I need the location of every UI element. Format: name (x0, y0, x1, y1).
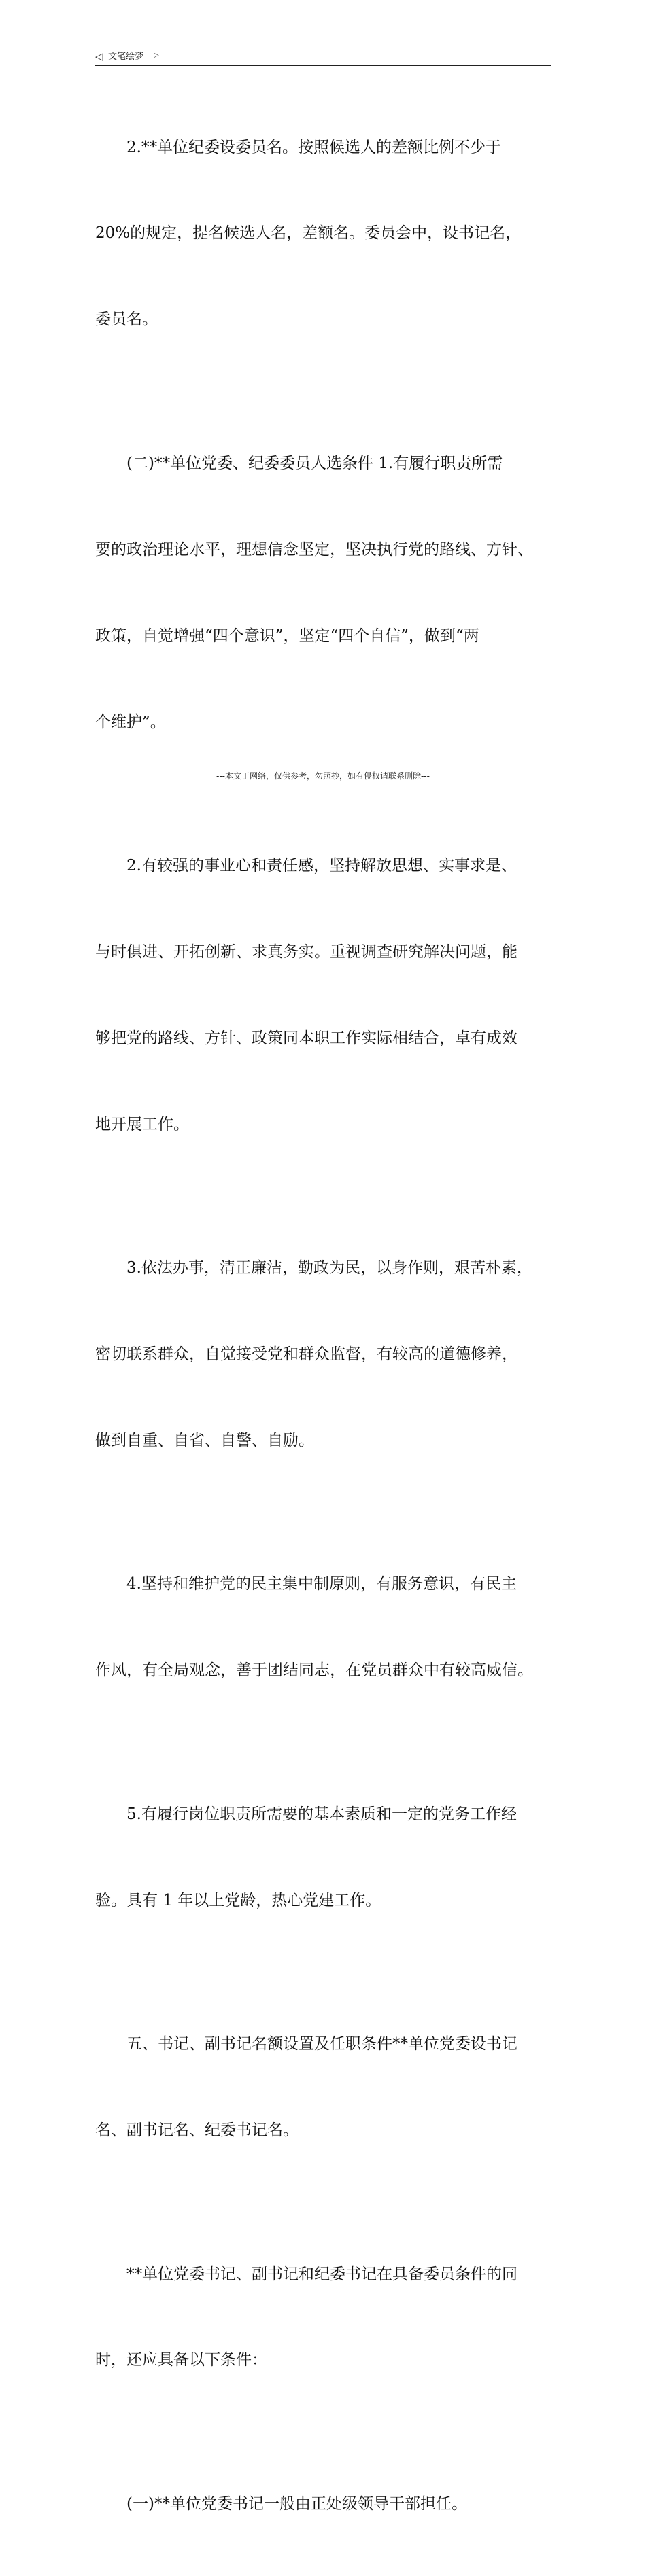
text-line: 2.**单位纪委设委员名。按照候选人的差额比例不少于 (126, 138, 501, 156)
paragraph (95, 75, 552, 391)
text-line: 地开展工作。 (95, 1115, 189, 1133)
text-line: 委员名。 (95, 311, 158, 329)
text-line: 政策，自觉增强“四个意识”，坚定“四个自信”，做到“两 (95, 627, 479, 645)
paragraph (95, 1513, 552, 1742)
paragraph (95, 794, 552, 1196)
text-line: 时，还应具备以下条件： (95, 2351, 267, 2369)
header-title: 文笔绘梦 (108, 52, 144, 62)
paragraph (95, 1973, 552, 2202)
text-line: 够把党的路线、方针、政策同本职工作实际相结合，卓有成效 (95, 1029, 517, 1047)
triangle-right-icon: ▷ (154, 52, 159, 59)
page-header (95, 49, 551, 66)
paragraph (95, 1742, 552, 1972)
text-line: 20%的规定，提名候选人名，差额名。委员会中，设书记名， (95, 224, 522, 243)
text-line: (二)**单位党委、纪委委员人选条件 1.有履行职责所需 (126, 454, 503, 472)
document-body (95, 75, 552, 2576)
page-footer: ---本文于网络，仅供参考，勿照抄，如有侵权请联系删除--- (216, 771, 430, 781)
text-line: 名、副书记名、纪委书记名。 (95, 2121, 299, 2140)
text-line: 4.坚持和维护党的民主集中制原则，有服务意识，有民主 (126, 1575, 517, 1593)
text-line: 密切联系群众，自觉接受党和群众监督，有较高的道德修养， (95, 1345, 517, 1364)
text-line: **单位党委书记、副书记和纪委书记在具备委员条件的同 (126, 2265, 517, 2283)
paragraph (95, 391, 552, 794)
text-line: 验。具有 1 年以上党龄，热心党建工作。 (95, 1891, 381, 1909)
text-line: 3.依法办事，清正廉洁，勤政为民，以身作则，艰苦朴素， (126, 1259, 532, 1277)
text-line: 要的政治理论水平，理想信念坚定，坚决执行党的路线、方针、 (95, 540, 533, 559)
text-line: 2.有较强的事业心和责任感，坚持解放思想、实事求是、 (126, 857, 517, 875)
paragraph (95, 2202, 552, 2432)
text-line: 作风，有全局观念，善于团结同志，在党员群众中有较高威信。 (95, 1661, 533, 1680)
text-line: 与时俱进、开拓创新、求真务实。重视调查研究解决问题，能 (95, 942, 517, 961)
text-line: 个维护”。 (95, 713, 166, 731)
paragraph (95, 1197, 552, 1513)
paragraph (95, 2432, 552, 2575)
text-line: (一)**单位党委书记一般由正处级领导干部担任。 (126, 2494, 467, 2513)
text-line: 五、书记、副书记名额设置及任职条件**单位党委设书记 (126, 2035, 517, 2053)
triangle-left-icon: ◁ (95, 50, 103, 63)
text-line: 做到自重、自省、自警、自励。 (95, 1431, 314, 1449)
text-line: 5.有履行岗位职责所需要的基本素质和一定的党务工作经 (126, 1805, 517, 1823)
